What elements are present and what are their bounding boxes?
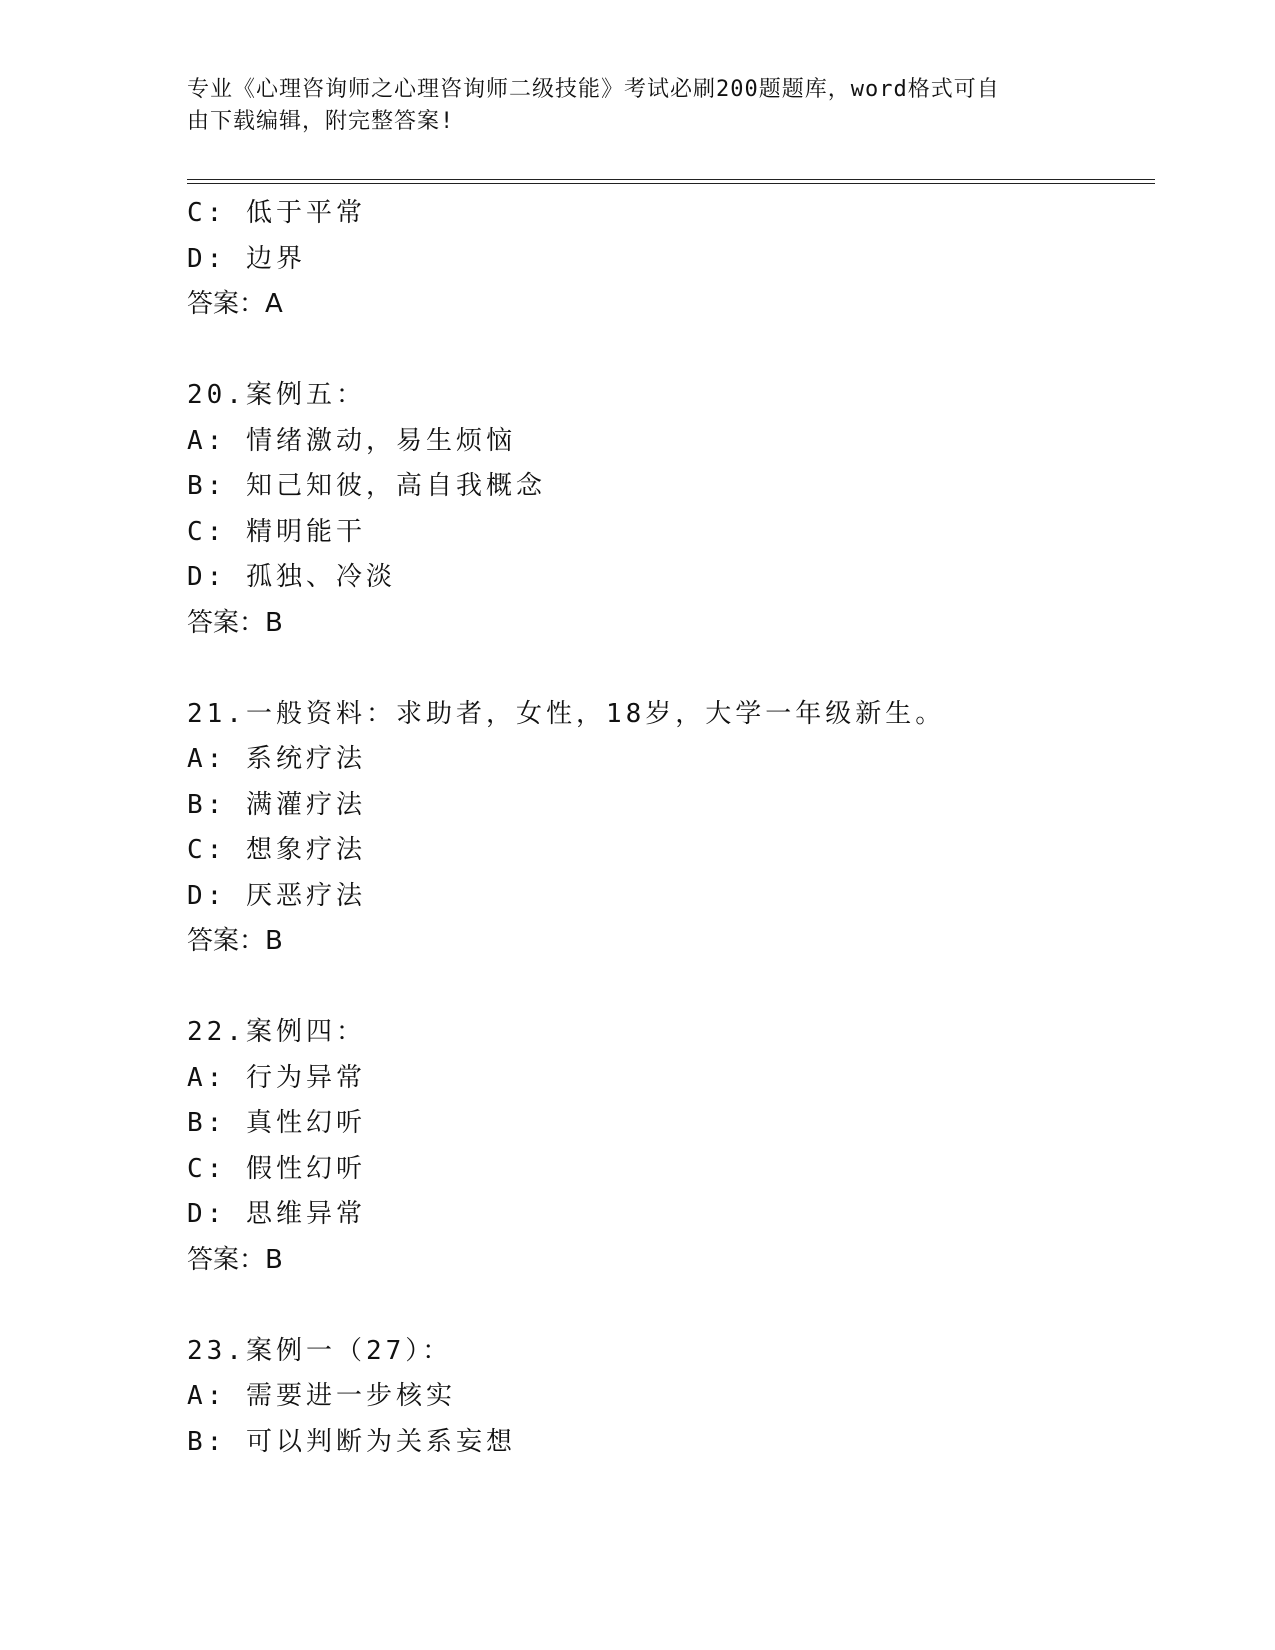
option-c: C: 想象疗法 [187,835,366,865]
answer-line: 答案：B [187,1244,283,1275]
option-d: D: 思维异常 [187,1199,366,1229]
option-b: B: 满灌疗法 [187,789,366,820]
answer-line: 答案：A [187,289,283,319]
question-list [187,191,1155,1465]
question-stem: 21.一般资料：求助者，女性，18岁，大学一年级新生。 [187,698,946,729]
option-a: A: 情绪激动，易生烦恼 [187,425,516,456]
answer-line: 答案：B [187,607,283,638]
answer-line: 答案：B [187,926,283,956]
option-a: A: 需要进一步核实 [187,1381,456,1411]
document-header [187,74,1067,138]
question-stem: 22.案例四： [187,1017,366,1047]
option-d: D: 孤独、冷淡 [187,562,396,592]
option-a: A: 行为异常 [187,1062,366,1093]
header-title-line-2: 由下载编辑，附完整答案! [187,109,455,134]
option-d: D: 边界 [187,243,306,274]
option-b: B: 真性幻听 [187,1108,366,1138]
header-double-rule [187,179,1155,184]
option-b: B: 知己知彼，高自我概念 [187,471,546,501]
option-b: B: 可以判断为关系妄想 [187,1426,516,1457]
option-d: D: 厌恶疗法 [187,880,366,911]
question-stem: 23.案例一（27）： [187,1335,453,1366]
option-c: C: 精明能干 [187,516,366,547]
header-title-line-1: 专业《心理咨询师之心理咨询师二级技能》考试必刷200题题库，word格式可自 [187,77,1000,102]
question-stem: 20.案例五： [187,380,366,410]
option-c: C: 假性幻听 [187,1153,366,1184]
option-a: A: 系统疗法 [187,744,366,774]
option-c: C: 低于平常 [187,198,366,228]
